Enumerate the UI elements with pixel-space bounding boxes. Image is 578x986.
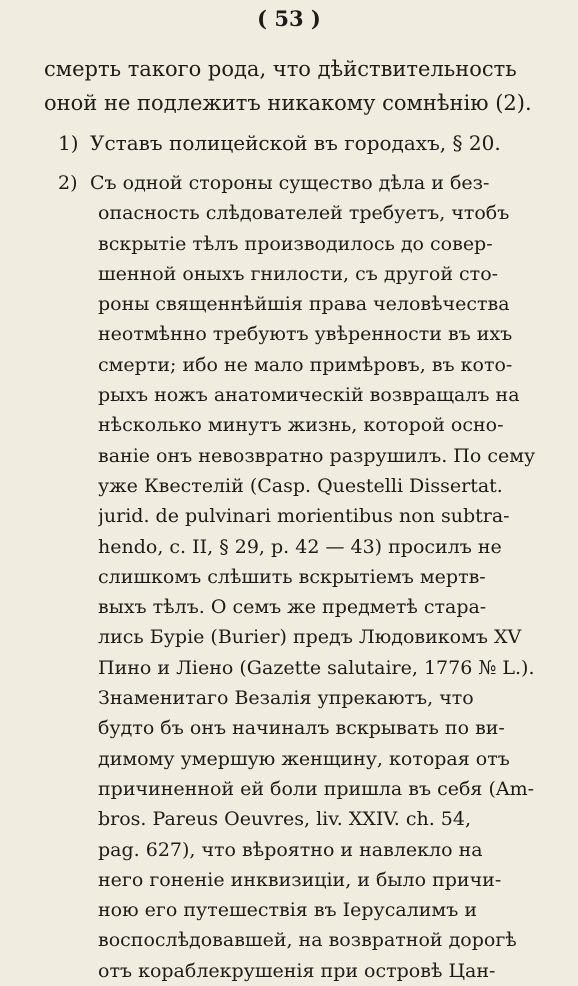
footnote-line: димому умершую женщину, которая отъ — [98, 747, 510, 770]
footnote-line: смерти; ибо не мало примѣровъ, въ кото- — [98, 353, 513, 376]
footnote-line: роны священнѣйшія права человѣчества — [98, 293, 510, 316]
footnote-line: будто бъ онъ начиналъ вскрывать по ви- — [98, 717, 505, 740]
main-text — [44, 52, 544, 120]
footnote-line: шенной оныхъ гнилости, съ другой сто- — [98, 262, 499, 285]
footnote-line: pag. 627), что вѣроятно и навлекло на — [98, 838, 483, 861]
footnote-line: bros. Pareus Oeuvres, liv. XXIV. ch. 54, — [98, 808, 471, 831]
footnote-marker: 1) — [58, 131, 79, 155]
footnote-text: Уставъ полицейской въ городахъ, § 20. — [90, 131, 501, 155]
footnote-line: hendo, c. II, § 29, p. 42 — 43) просилъ не — [98, 535, 502, 558]
footnote-line: слишкомъ слѣшить вскрытіемъ мертв- — [98, 565, 486, 588]
footnote-line: неотмѣнно требуютъ увѣренности въ ихъ — [98, 323, 513, 346]
footnote-line: ною его путешествія въ Іерусалимъ и — [98, 899, 478, 922]
footnote-line: лись Буріе (Burier) предъ Людовикомъ XV — [98, 626, 522, 649]
footnote-line: нѣсколько минутъ жизнь, которой осно- — [98, 414, 504, 437]
footnote-line: воспослѣдовавшей, на возвратной дорогѣ — [98, 929, 517, 952]
footnote-2 — [58, 168, 558, 986]
footnote-line: jurid. de pulvinari morientibus non subtra- — [98, 505, 510, 528]
footnote-line: выхъ тѣлъ. О семъ же предметѣ стара- — [98, 596, 487, 619]
footnote-line: рыхъ ножъ анатомическій возвращалъ на — [98, 384, 520, 407]
footnote-line: причиненной ей боли пришла въ себя (Am- — [98, 777, 535, 800]
footnote-line: отъ кораблекрушенія при островѣ Цан- — [98, 959, 496, 982]
footnote-marker: 2) — [58, 172, 78, 194]
page-number: ( 53 ) — [257, 6, 321, 31]
footnote-body — [58, 198, 558, 986]
text-line: оной не подлежитъ никакому сомнѣнію (2). — [44, 91, 532, 115]
footnote-line: ваніе онъ невозвратно разрушилъ. По сему — [98, 444, 536, 467]
text-line: смерть такого рода, что дѣйствительность — [44, 57, 517, 81]
footnote-1 — [58, 128, 548, 158]
footnote-line: Пино и Ліено (Gazette salutaire, 1776 № L.). — [98, 656, 535, 679]
footnote-line: вскрытіе тѣлъ производилось до совер- — [98, 232, 493, 255]
footnote-line: уже Квестелій (Casp. Questelli Dissertat. — [98, 474, 503, 497]
footnote-line: Знаменитаго Везалія упрекаютъ, что — [98, 687, 474, 710]
footnote-line: него гоненіе инквизиціи, и было причи- — [98, 868, 502, 891]
footnote-line: опасность слѣдователей требуетъ, чтобъ — [98, 202, 510, 225]
footnote-first-line: Съ одной стороны существо дѣла и без- — [90, 172, 490, 194]
